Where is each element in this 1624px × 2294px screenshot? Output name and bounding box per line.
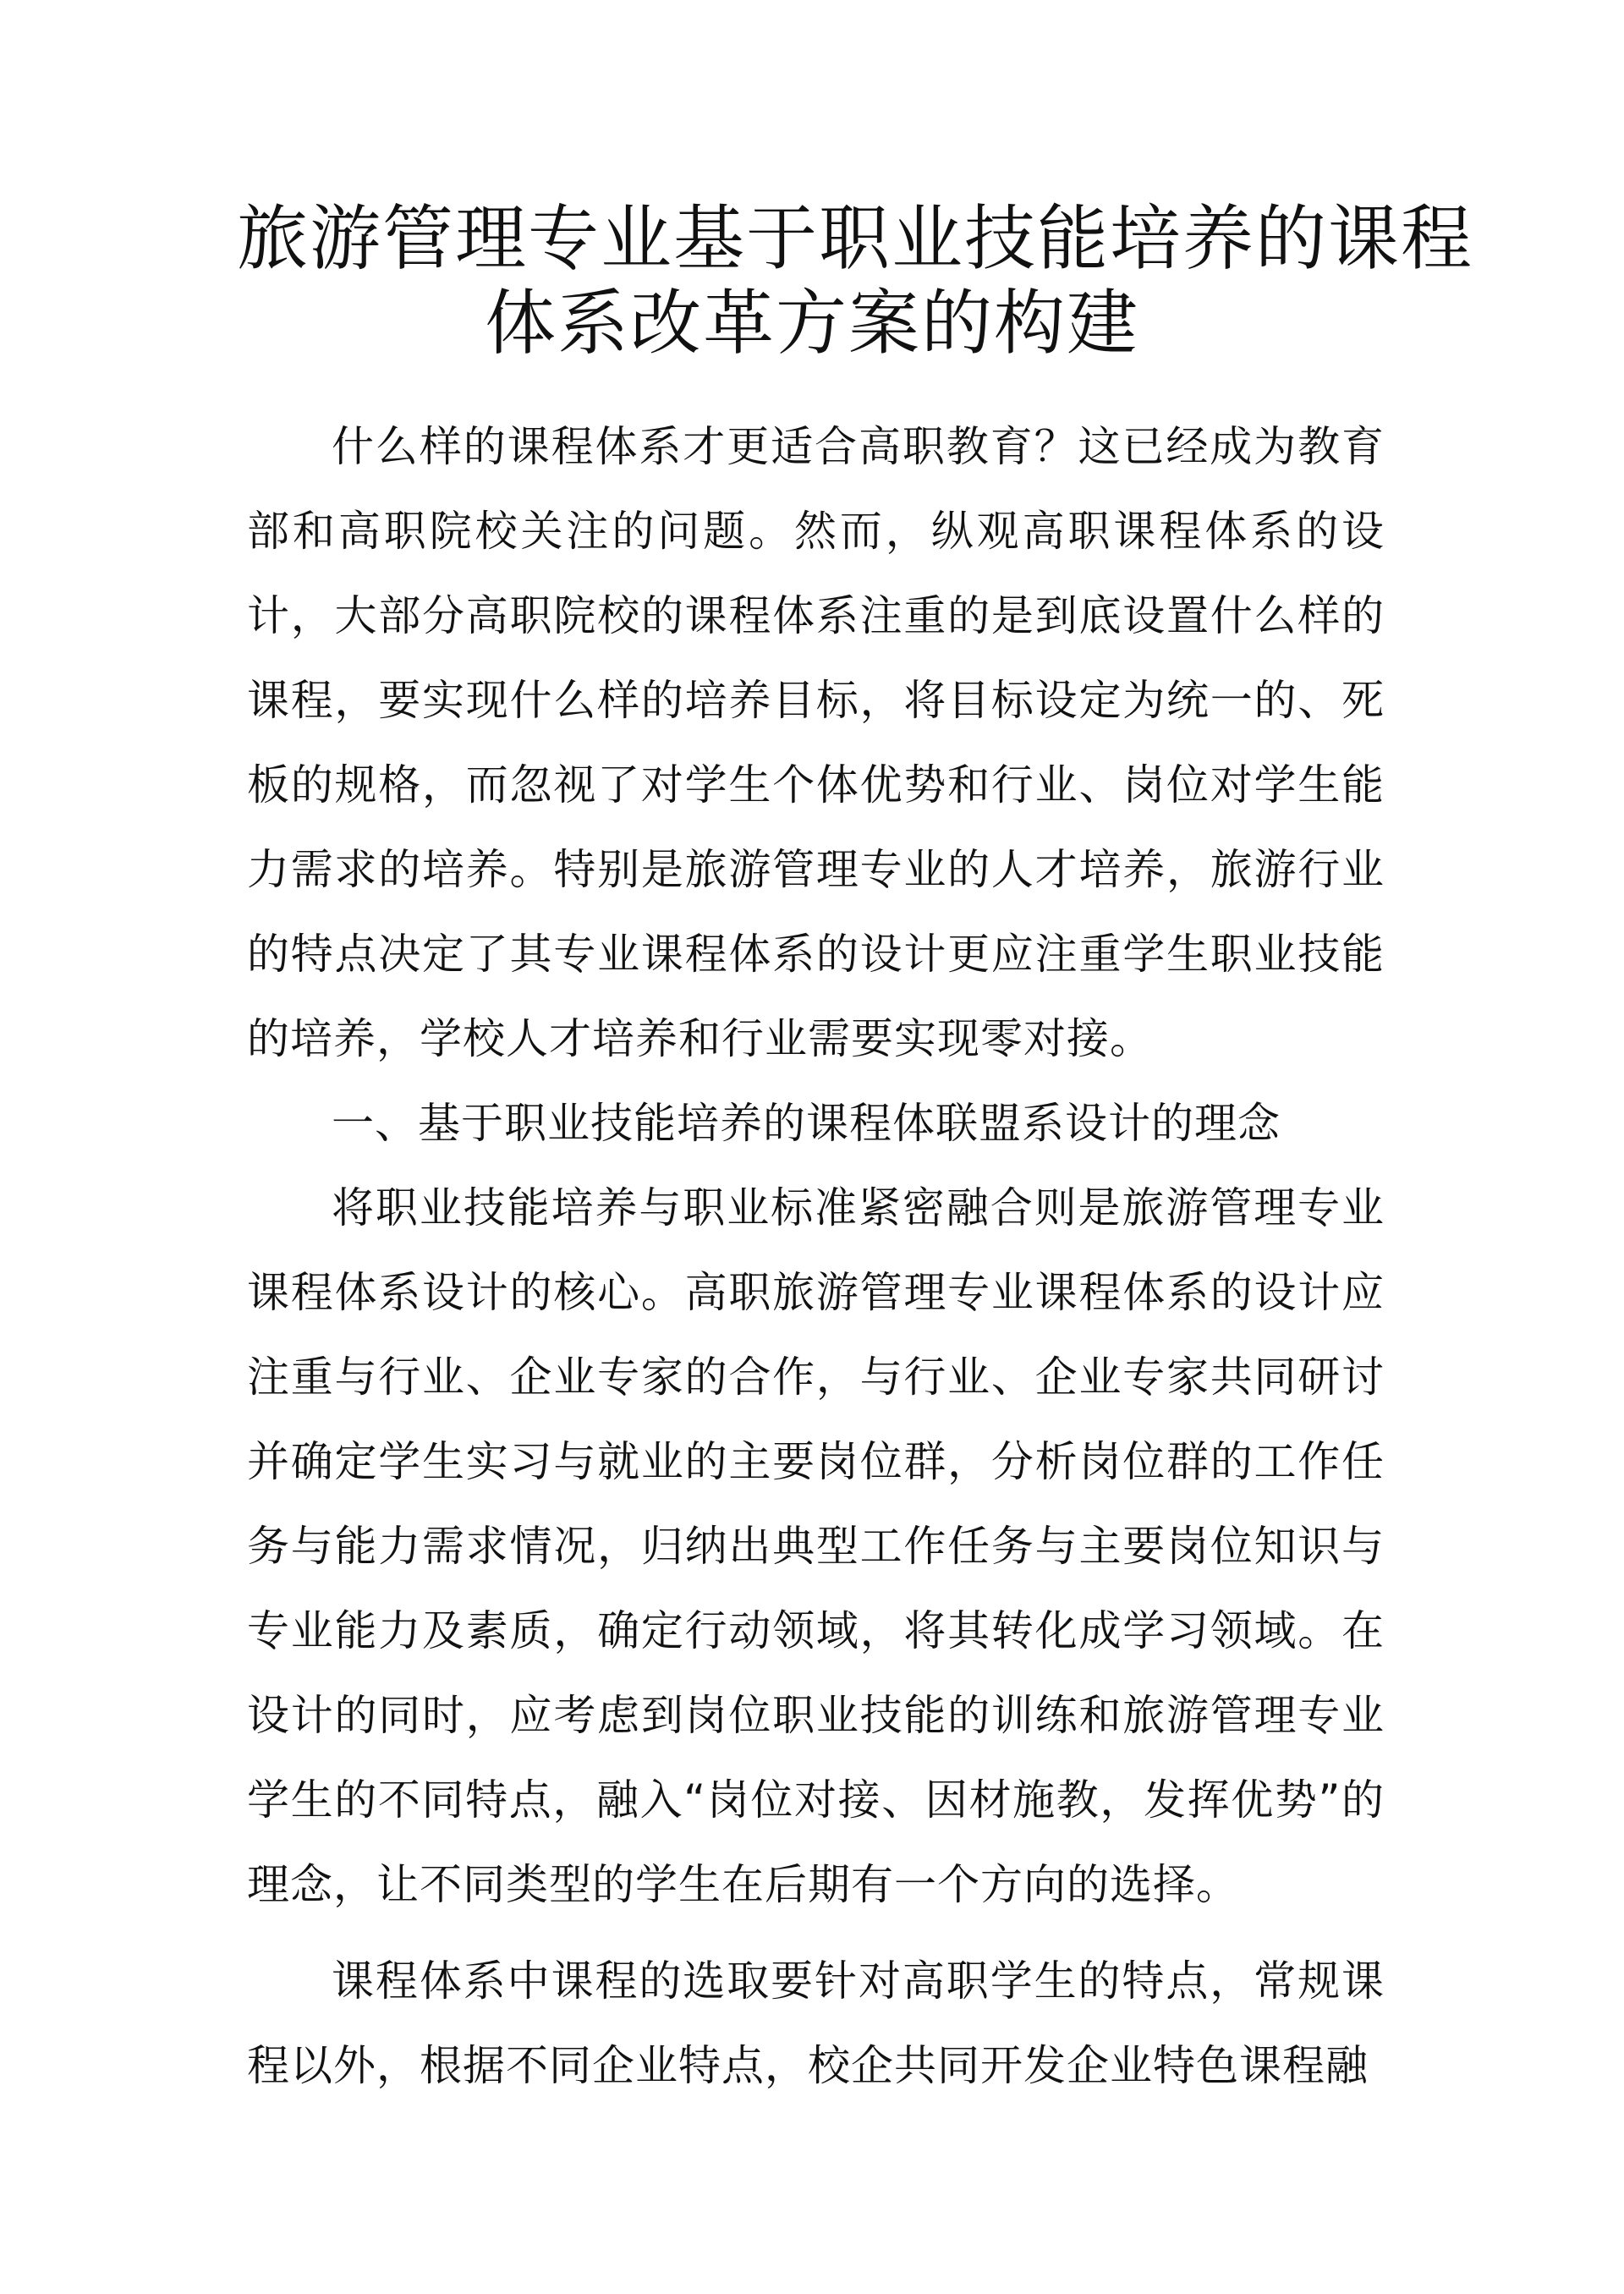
document-body [247, 404, 1385, 2108]
paragraph-intro: 什么样的课程体系才更适合高职教育？这已经成为教育部和高职院校关注的问题。然而，纵观高职课程体系的设计，大部分高职院校的课程体系注重的是到底设置什么样的课程，要实现什么样的培养目标，将目标设定为统一的、死板的规格，而忽视了对学生个体优势和行业、岗位对学生能力需求的培养。特别是旅游管理专业的人才培养，旅游行业的特点决定了其专业课程体系的设计更应注重学生职业技能的培养，学校人才培养和行业需要实现零对接。 [247, 422, 1385, 1063]
section-heading-1: 一、基于职业技能培养的课程体联盟系设计的理念 [332, 1099, 1281, 1148]
title-line-2: 体系改革方案的构建 [484, 282, 1139, 365]
paragraph-core-design: 将职业技能培养与职业标准紧密融合则是旅游管理专业课程体系设计的核心。高职旅游管理专业课程体系的设计应注重与行业、企业专家的合作，与行业、企业专家共同研讨并确定学生实习与就业的主要岗位群，分析岗位群的工作任务与能力需求情况，归纳出典型工作任务与主要岗位知识与专业能力及素质，确定行动领域，将其转化成学习领域。在设计的同时，应考虑到岗位职业技能的训练和旅游管理专业学生的不同特点，融入“岗位对接、因材施教，发挥优势”的理念，让不同类型的学生在后期有一个方向的选择。 [247, 1183, 1385, 1909]
title-line-1: 旅游管理专业基于职业技能培养的课程 [237, 197, 1474, 280]
document-title [237, 196, 1474, 365]
paragraph-course-selection: 课程体系中课程的选取要针对高职学生的特点，常规课程以外，根据不同企业特点，校企共同开发企业特色课程融 [247, 1956, 1385, 2090]
